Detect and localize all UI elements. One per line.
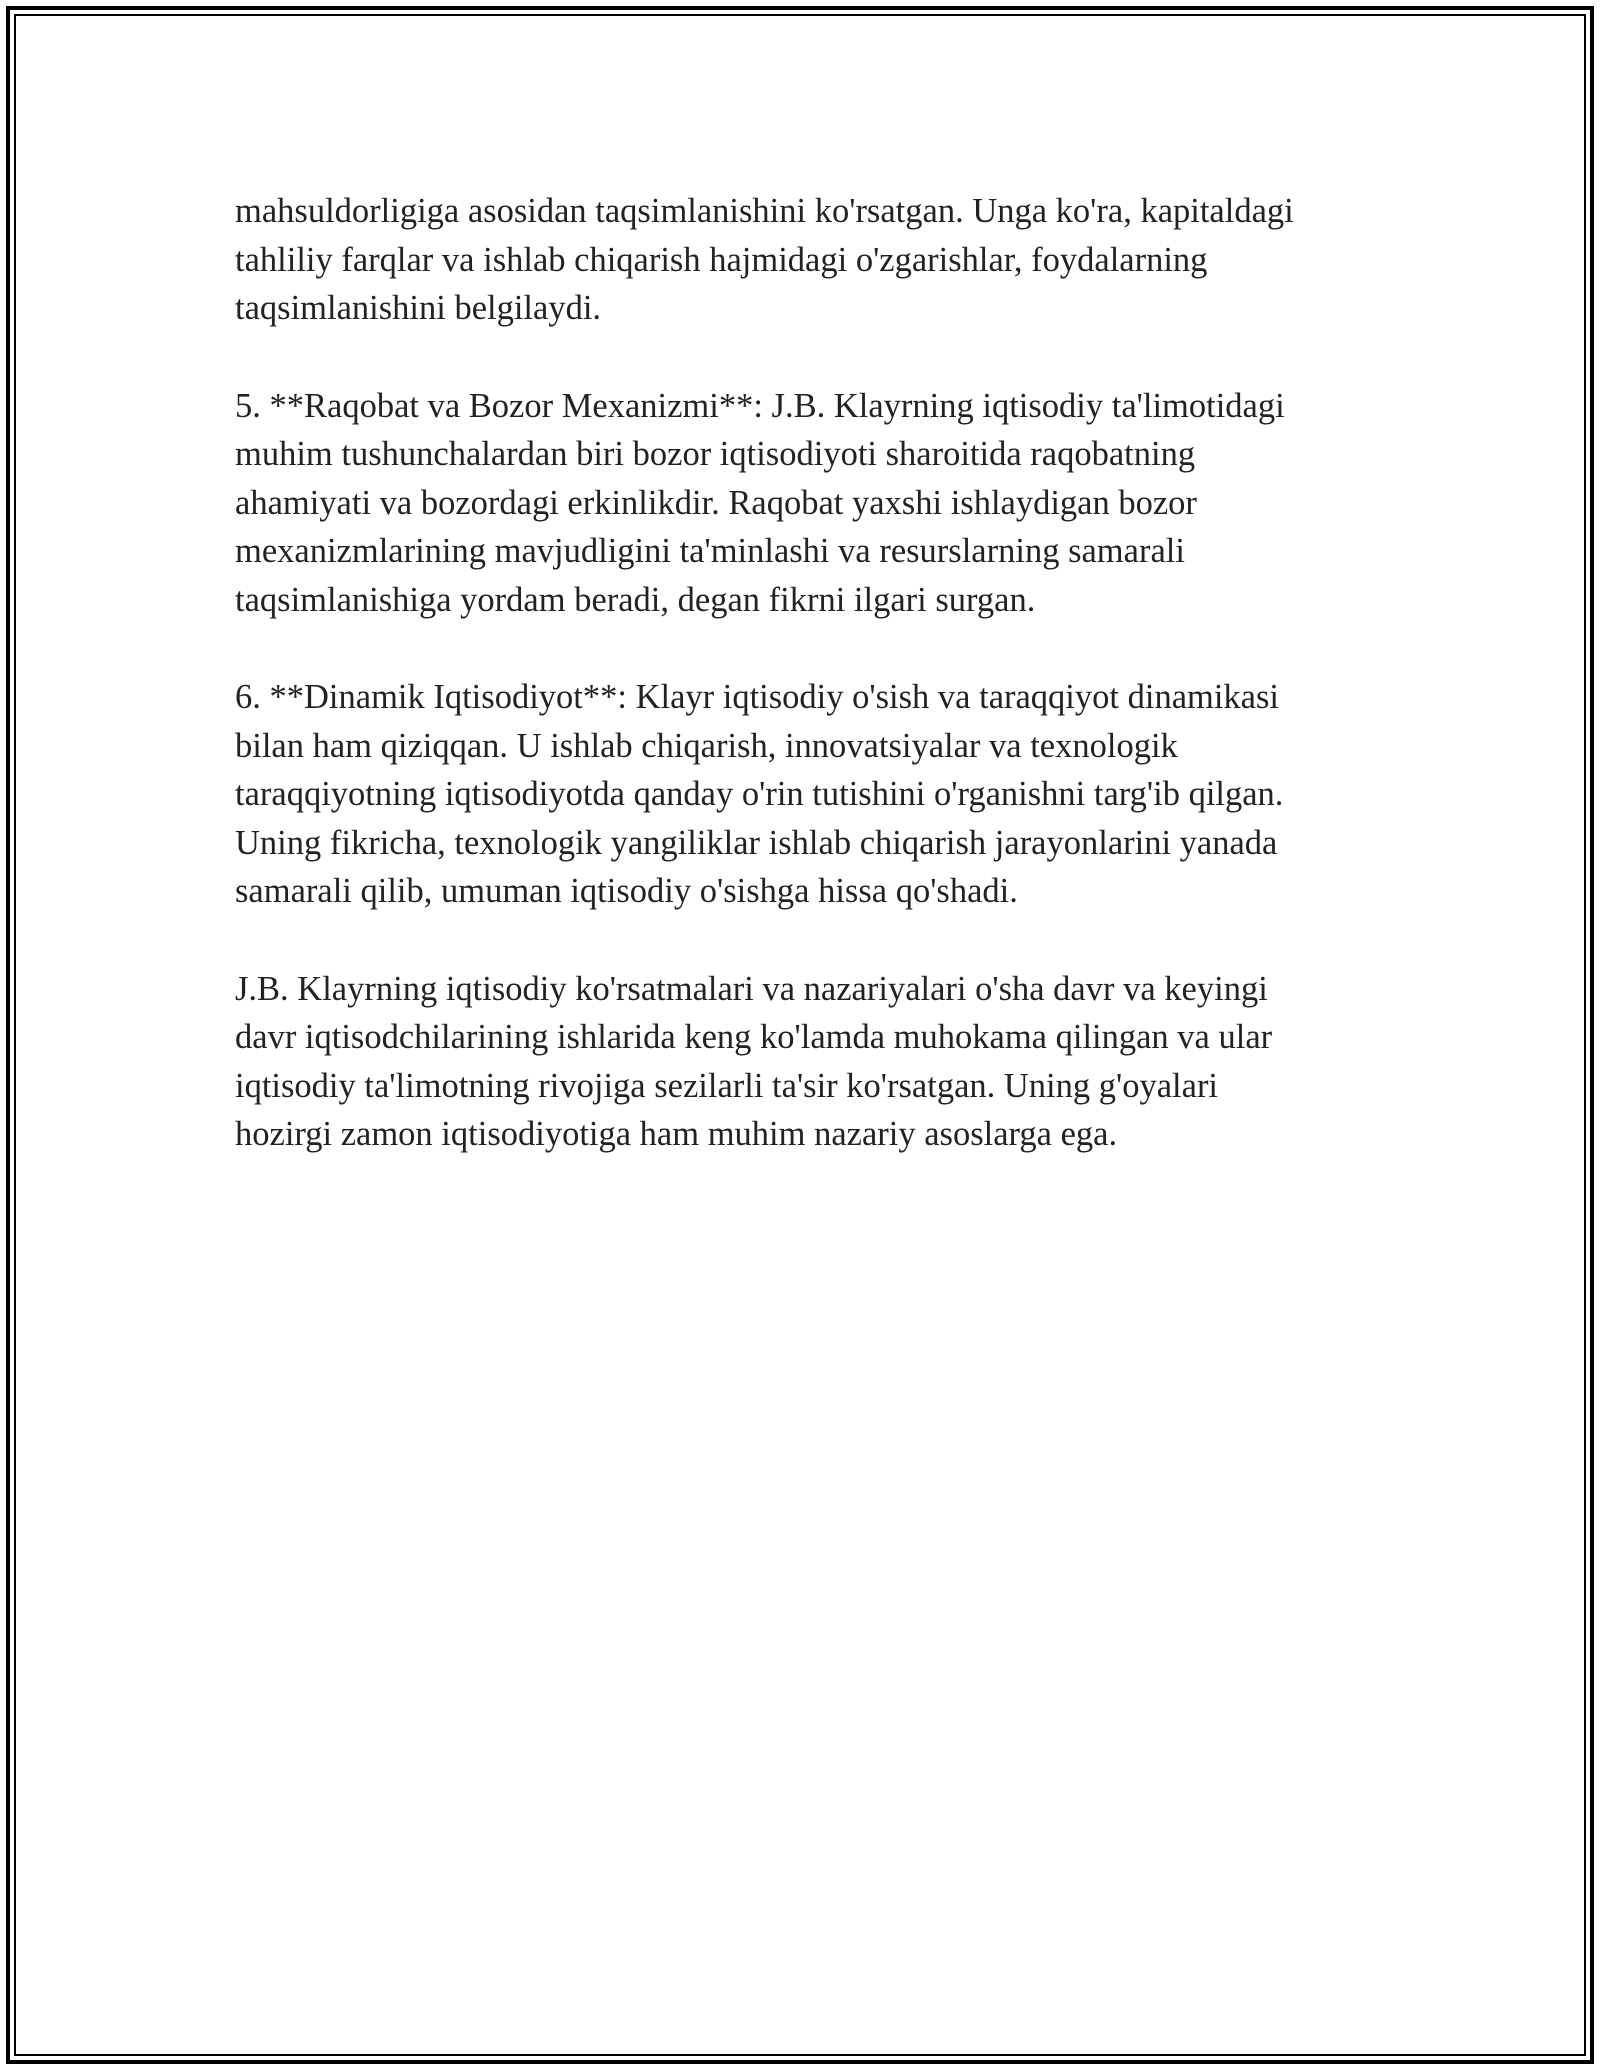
paragraph-conclusion: J.B. Klayrning iqtisodiy ko'rsatmalari va nazariyalari o'sha davr va keyingi davr iqtisodchilarining ishlarida keng ko'lamda muhokama qilingan va ular iqtisodiy ta'limotning rivojiga sezilarli ta'sir ko'rsatgan. Uning g'oyalari hozirgi zamon iqtisodiyotiga ham muhim nazariy asoslarga ega. [235,969,1273,1153]
paragraph-dinamik-iqtisodiyot: 6. **Dinamik Iqtisodiyot**: Klayr iqtisodiy o'sish va taraqqiyot dinamikasi bilan ham qiziqqan. U ishlab chiqarish, innovatsiyalar va texnologik taraqqiyotning iqtisodiyotda qanday o'rin tutishini o'rganishni targ'ib qilgan. Uning fikricha, texnologik yangiliklar ishlab chiqarish jarayonlarini yanada samarali qilib, umuman iqtisodiy o'sishga hissa qo'shadi. [235,678,1284,910]
paragraph-continuation: mahsuldorligiga asosidan taqsimlanishini ko'rsatgan. Unga ko'ra, kapitaldagi tahliliy farqlar va ishlab chiqarish hajmidagi o'zgarishlar, foydalarning taqsimlanishini belgilaydi. [235,192,1294,327]
paragraph-raqobat-bozor: 5. **Raqobat va Bozor Mexanizmi**: J.B. Klayrning iqtisodiy ta'limotidagi muhim tushunchalardan biri bozor iqtisodiyoti sharoitida raqobatning ahamiyati va bozordagi erkinlikdir. Raqobat yaxshi ishlaydigan bozor mexanizmlarining mavjudligini ta'minlashi va resurslarning samarali taqsimlanishiga yordam beradi, degan fikrni ilgari surgan. [235,386,1285,619]
document-body [235,187,1395,1208]
